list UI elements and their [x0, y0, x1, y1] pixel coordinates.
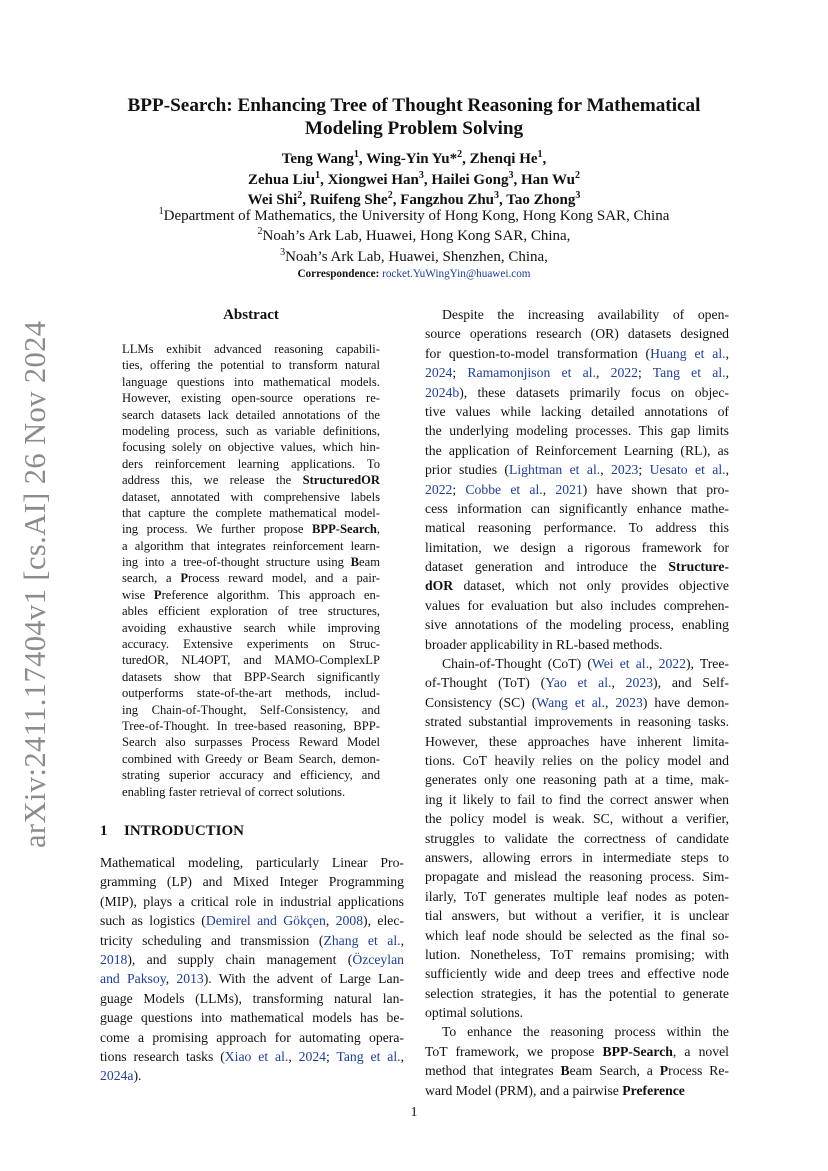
- text-line: [425, 1042, 729, 1061]
- citation-link[interactable]: 2023: [615, 694, 643, 710]
- text-line: [425, 538, 729, 557]
- text-line: [425, 1081, 729, 1100]
- text-run: ,: [165, 971, 177, 987]
- text-line: [122, 652, 380, 668]
- text-line: [425, 1003, 729, 1022]
- text-run: propagate and mislead the reasoning process. Sim-: [425, 869, 729, 885]
- citation-link[interactable]: 2013: [176, 971, 204, 987]
- text-line: [122, 767, 380, 783]
- text-run: ,: [595, 365, 611, 381]
- citation-link[interactable]: Uesato et al.: [649, 462, 726, 478]
- text-run: focusing solely on objective values, which hin-: [122, 440, 380, 455]
- text-run: ) have shown that pro-: [582, 481, 729, 497]
- citation-link[interactable]: 2018: [100, 951, 128, 967]
- text-run: selection strategies, it has the potential to generate: [425, 985, 729, 1001]
- text-run: Despite the increasing availability of open-: [442, 307, 729, 322]
- text-line: [425, 1022, 729, 1041]
- text-run: limitation, we design a rigorous framework for: [425, 539, 729, 555]
- text-line: [425, 732, 729, 751]
- text-run: rocess reward model, and a pair-: [188, 571, 380, 586]
- text-line: [122, 669, 380, 685]
- text-run: ;: [637, 365, 653, 381]
- text-run: ilarly, ToT generates multiple leaf nodes as poten-: [425, 888, 729, 904]
- author-name: Xiongwei Han: [327, 171, 419, 188]
- text-line: [100, 872, 404, 891]
- text-line: [100, 853, 404, 872]
- text-run: ,: [288, 1048, 299, 1064]
- correspondence-label: Correspondence:: [297, 268, 380, 280]
- text-run: tions research tasks (: [100, 1048, 225, 1064]
- text-line: [122, 423, 380, 439]
- citation-link[interactable]: 2024: [298, 1048, 327, 1064]
- text-run: Mathematical modeling, particularly Linear Pro-: [100, 855, 404, 870]
- text-run: for question-to-model transformation (: [425, 345, 651, 361]
- text-line: [100, 1008, 404, 1027]
- text-line: [122, 603, 380, 619]
- text-line: [425, 673, 729, 692]
- text-run: answers, allowing errors in intermediate steps to: [425, 849, 729, 865]
- text-line: [122, 407, 380, 423]
- text-run: ).: [133, 1068, 142, 1084]
- text-run: eam Search, a: [569, 1063, 660, 1079]
- text-run: the application of Reinforcement Learning (RL), as: [425, 442, 729, 458]
- author-affiliation-marker: 3: [575, 190, 581, 201]
- text-line: [100, 1066, 404, 1085]
- text-run: ,: [400, 1048, 404, 1064]
- text-run: ties, offering the potential to transform natural: [122, 358, 380, 373]
- section-title: INTRODUCTION: [124, 823, 245, 839]
- citation-link[interactable]: 2024: [425, 365, 453, 381]
- citation-link[interactable]: Xiao et al.: [224, 1048, 289, 1064]
- text-run: Search also surpasses Process Reward Model: [122, 735, 380, 750]
- author-name: Teng Wang: [281, 151, 354, 167]
- text-line: [425, 576, 729, 595]
- text-run: ,: [376, 522, 380, 537]
- citation-link[interactable]: 2024b: [425, 384, 460, 400]
- text-run: datasets show that BPP-Search significantly: [122, 669, 380, 684]
- citation-link[interactable]: Cobbe et al.: [465, 481, 543, 497]
- text-run: ,: [325, 913, 336, 929]
- bold-term: Structure-: [668, 559, 729, 575]
- text-line: [122, 685, 380, 701]
- text-line: [122, 620, 380, 636]
- bold-term: P: [180, 571, 189, 586]
- text-line: [122, 357, 380, 373]
- text-line: [425, 790, 729, 809]
- text-line: [100, 1028, 404, 1047]
- citation-link[interactable]: 2022: [425, 481, 453, 497]
- text-run: ,: [649, 656, 659, 672]
- text-run: ;: [452, 481, 466, 497]
- author-affiliation-marker: 2: [297, 190, 303, 201]
- text-run: avoiding exhaustive search while improving: [122, 620, 380, 635]
- bold-term: StructuredOR: [302, 473, 380, 488]
- citation-link[interactable]: Zhang et al.: [323, 932, 401, 948]
- author-separator: ,: [320, 171, 328, 188]
- text-run: guage questions into mathematical models has be-: [100, 1010, 404, 1026]
- text-line: [100, 969, 404, 988]
- text-line: [425, 615, 729, 634]
- text-run: ing it likely to fail to find the correct answer when: [425, 791, 729, 807]
- text-run: address this, we release the: [122, 473, 303, 488]
- text-line: [100, 911, 404, 930]
- section-number: 1: [100, 823, 108, 839]
- bold-term: P: [153, 587, 162, 602]
- text-run: (MIP), plays a critical role in industrial applications: [100, 893, 404, 909]
- text-run: tial answers, but without a verifier, it is unclear: [425, 908, 729, 924]
- citation-link[interactable]: 2021: [555, 481, 583, 497]
- paper-title: [80, 94, 748, 140]
- text-run: ,: [400, 932, 404, 948]
- text-run: ), these datasets primarily focus on objec-: [459, 384, 729, 400]
- text-line: [122, 751, 380, 767]
- text-line: [425, 712, 729, 731]
- text-line: [100, 1047, 404, 1066]
- text-line: [122, 472, 380, 488]
- author-name: Zehua Liu: [247, 171, 316, 188]
- text-run: LLMs exhibit advanced reasoning capabili-: [122, 342, 380, 356]
- citation-link[interactable]: Lightman et al.: [508, 462, 601, 478]
- text-line: [425, 421, 729, 440]
- abstract-body: [122, 341, 380, 800]
- text-run: ,: [611, 675, 626, 691]
- text-line: [425, 518, 729, 537]
- text-line: [425, 654, 729, 673]
- text-run: of-Thought (ToT) (: [425, 675, 546, 691]
- author-affiliation-marker: 1: [315, 169, 321, 181]
- text-line: [122, 636, 380, 652]
- text-run: ders reinforcement learning applications. To: [122, 456, 380, 471]
- citation-link[interactable]: Tang et al.: [652, 365, 726, 381]
- text-run: sufficiently wide and deep trees and effective node: [425, 966, 729, 982]
- text-line: [122, 570, 380, 586]
- text-run: ;: [452, 365, 468, 381]
- text-run: dataset, annotated with comprehensive labels: [122, 489, 380, 504]
- text-line: [100, 989, 404, 1008]
- text-line: [425, 848, 729, 867]
- text-run: language questions into mathematical models.: [122, 374, 380, 389]
- text-line: [122, 489, 380, 505]
- text-line: [122, 341, 380, 357]
- affiliation-text: Noah’s Ark Lab, Huawei, Hong Kong SAR, China,: [262, 228, 571, 245]
- text-run: method that integrates: [425, 1063, 561, 1079]
- text-run: combined with Greedy or Beam Search, demon-: [122, 751, 380, 766]
- text-line: [122, 784, 380, 800]
- text-line: [425, 344, 729, 363]
- bold-term: B: [350, 555, 360, 570]
- text-run: ,: [600, 462, 612, 478]
- bold-term: P: [659, 1063, 669, 1079]
- text-line: [425, 906, 729, 925]
- text-line: [122, 734, 380, 750]
- citation-link[interactable]: Tang et al.: [336, 1048, 401, 1064]
- citation-link[interactable]: 2024a: [100, 1068, 134, 1084]
- text-line: [425, 887, 729, 906]
- affiliation-text: Department of Mathematics, the University of Hong Kong, Hong Kong SAR, China: [163, 208, 670, 224]
- citation-link[interactable]: Özceylan: [352, 951, 404, 967]
- citation-link[interactable]: 2023: [625, 675, 654, 691]
- author-separator: ,: [542, 151, 547, 167]
- bold-term: BPP-Search: [312, 522, 377, 537]
- text-run: To enhance the reasoning process within the: [442, 1024, 729, 1040]
- author-affiliation-marker: 2: [575, 169, 581, 181]
- arxiv-identifier-stamp: arXiv:2411.17404v1 [cs.AI] 26 Nov 2024: [18, 320, 52, 848]
- text-run: wise: [122, 587, 154, 602]
- text-run: lution. Nonetheless, ToT remains promising; with: [425, 946, 729, 962]
- body-paragraph: [425, 1022, 729, 1100]
- text-run: However, existing open-source operations re-: [122, 391, 380, 406]
- text-line: [122, 374, 380, 390]
- author-line: [80, 149, 748, 170]
- text-run: Consistency (SC) (: [425, 694, 537, 710]
- text-line: [425, 635, 729, 654]
- text-run: tive values while lacking detailed annotations of: [425, 403, 729, 419]
- citation-link[interactable]: Yao et al.: [545, 675, 612, 691]
- citation-link[interactable]: 2022: [658, 656, 686, 672]
- text-run: ), and supply chain management (: [127, 951, 353, 967]
- author-affiliation-marker: 3: [418, 169, 424, 181]
- text-run: the underlying modeling processes. This gap limits: [425, 423, 729, 439]
- text-line: [425, 480, 729, 499]
- text-run: dataset generation and introduce the: [425, 559, 669, 575]
- text-run: ,: [725, 462, 729, 478]
- author-separator: ,: [423, 171, 432, 188]
- author-separator: ,: [358, 151, 367, 167]
- text-run: ;: [326, 1048, 337, 1064]
- citation-link[interactable]: Wang et al.: [536, 694, 606, 710]
- citation-link[interactable]: Wei et al.: [591, 656, 650, 672]
- text-line: [425, 770, 729, 789]
- text-run: values for evaluation but also includes comprehen-: [425, 597, 729, 613]
- author-affiliation-marker: 2: [387, 190, 393, 201]
- text-line: [425, 809, 729, 828]
- text-line: [425, 829, 729, 848]
- text-run: matical reasoning performance. To address this: [425, 520, 729, 536]
- text-run: ,: [725, 365, 729, 381]
- introduction-paragraph: [100, 853, 404, 1086]
- text-line: [425, 557, 729, 576]
- text-run: ;: [638, 462, 650, 478]
- text-line: [122, 554, 380, 570]
- bold-term: BPP-Search: [602, 1043, 673, 1059]
- text-run: strating superior accuracy and efficiency, and: [122, 768, 380, 783]
- text-line: [122, 718, 380, 734]
- citation-link[interactable]: 2008: [335, 913, 364, 929]
- text-run: ), and Self-: [653, 675, 729, 691]
- text-line: [100, 950, 404, 969]
- text-run: struggles to validate the correctness of candidate: [425, 830, 729, 846]
- text-line: [425, 441, 729, 460]
- text-run: Tree-of-Thought. In tree-based reasoning, BPP-: [122, 718, 380, 733]
- section-heading-introduction: [100, 822, 400, 841]
- author-affiliation-marker: 1: [537, 149, 543, 160]
- author-separator: ,: [462, 151, 470, 167]
- paper-title-line: Modeling Problem Solving: [304, 118, 524, 139]
- text-run: broader applicability in RL-based methods.: [425, 636, 663, 652]
- text-run: ToT framework, we propose: [425, 1043, 603, 1059]
- author-name: Fangzhou Zhu: [400, 192, 495, 208]
- text-line: [122, 456, 380, 472]
- citation-link[interactable]: Demirel and Gökçen: [205, 913, 326, 929]
- author-name: Hailei Gong: [431, 171, 509, 188]
- bold-term: B: [560, 1063, 570, 1079]
- bold-term: dOR: [425, 578, 454, 594]
- text-line: [425, 324, 729, 343]
- abstract-heading: Abstract: [223, 307, 279, 323]
- text-line: [122, 702, 380, 718]
- text-run: outperforms state-of-the-art methods, includ-: [122, 686, 380, 701]
- page-number: 1: [410, 1104, 418, 1119]
- text-line: [122, 439, 380, 455]
- citation-link[interactable]: and Paksoy: [100, 971, 166, 987]
- affiliation-marker: 1: [158, 206, 164, 217]
- text-line: [425, 305, 729, 324]
- text-run: ,: [605, 694, 616, 710]
- text-run: search datasets lack detailed annotations of the: [122, 407, 380, 422]
- body-paragraph: [425, 654, 729, 1022]
- text-line: [425, 945, 729, 964]
- author-name: Tao Zhong: [506, 192, 576, 208]
- author-list: [80, 149, 748, 211]
- paper-title-line: BPP-Search: Enhancing Tree of Thought Reasoning for Mathematical: [127, 95, 701, 116]
- bold-term: Preference: [622, 1082, 685, 1098]
- text-run: strated substantial improvements in reasoning tasks.: [425, 714, 729, 730]
- text-run: ,: [725, 345, 729, 361]
- affiliation: [60, 206, 768, 226]
- text-run: ) have demon-: [642, 694, 729, 710]
- affiliation-list: [60, 206, 768, 267]
- text-run: Chain-of-Thought (CoT) (: [442, 656, 592, 672]
- text-run: ing Chain-of-Thought, Self-Consistency, and: [122, 702, 380, 717]
- text-line: [122, 390, 380, 406]
- text-run: guage Models (LLMs), transforming natural lan-: [100, 990, 404, 1006]
- text-run: source operations research (OR) datasets designed: [425, 326, 729, 342]
- text-run: come a promising approach for automating opera-: [100, 1029, 404, 1045]
- text-run: reference algorithm. This approach en-: [161, 587, 380, 602]
- author-name: Zhenqi He: [469, 151, 538, 167]
- text-run: dataset, which not only provides objective: [453, 578, 729, 594]
- text-run: search, a: [122, 571, 181, 586]
- text-run: ). With the advent of Large Lan-: [203, 971, 404, 987]
- text-run: ward Model (PRM), and a pairwise: [425, 1082, 623, 1098]
- author-separator: ,: [392, 192, 401, 208]
- text-line: [425, 460, 729, 479]
- text-run: , a novel: [672, 1043, 729, 1059]
- affiliation-text: Noah’s Ark Lab, Huawei, Shenzhen, China,: [285, 248, 548, 265]
- text-run: accuracy. Extensive experiments on Struc-: [122, 637, 380, 652]
- text-run: generates only one reasoning path at a time, mak-: [425, 772, 729, 788]
- citation-link[interactable]: Ramamonjison et al.: [467, 365, 596, 381]
- text-run: such as logistics (: [100, 913, 206, 929]
- affiliation: [60, 226, 768, 246]
- text-run: tricity scheduling and transmission (: [100, 932, 324, 948]
- text-run: turedOR, NL4OPT, and MAMO-ComplexLP: [122, 653, 380, 668]
- text-line: [425, 964, 729, 983]
- text-run: ,: [542, 481, 556, 497]
- text-run: modeling process, such as variable definitions,: [122, 423, 380, 438]
- text-run: which leaf node should be selected as the final so-: [425, 927, 729, 943]
- text-line: [425, 383, 729, 402]
- text-line: [122, 521, 380, 537]
- text-run: the policy model is weak. SC, without a verifier,: [425, 811, 729, 827]
- text-run: tions. CoT heavily relies on the policy model and: [425, 752, 729, 768]
- citation-link[interactable]: 2022: [610, 365, 638, 381]
- text-run: sive annotations of the modeling process, enabling: [425, 617, 729, 633]
- text-run: ), elec-: [363, 913, 404, 929]
- citation-link[interactable]: Huang et al.: [650, 345, 726, 361]
- text-run: gramming (LP) and Mixed Integer Programming: [100, 874, 404, 890]
- author-separator: ,: [499, 192, 507, 208]
- correspondence-email-link[interactable]: rocket.YuWingYin@huawei.com: [382, 268, 531, 280]
- author-separator: ,: [513, 171, 521, 188]
- text-run: that capture the complete mathematical model-: [122, 505, 380, 520]
- text-line: [425, 402, 729, 421]
- author-affiliation-marker: 1: [353, 149, 359, 160]
- author-name: Wei Shi: [247, 192, 298, 208]
- text-line: [425, 693, 729, 712]
- citation-link[interactable]: 2023: [611, 462, 639, 478]
- author-separator: ,: [302, 192, 310, 208]
- text-run: rocess Re-: [668, 1063, 729, 1079]
- author-name: Han Wu: [520, 171, 576, 188]
- text-run: enabling faster retrieval of correct solutions.: [122, 784, 346, 799]
- affiliation-marker: 3: [280, 246, 286, 258]
- text-line: [122, 587, 380, 603]
- text-line: [122, 538, 380, 554]
- text-line: [122, 505, 380, 521]
- author-line: [80, 170, 748, 191]
- text-run: a algorithm that integrates reinforcement learn-: [122, 538, 380, 553]
- text-run: optimal solutions.: [425, 1005, 524, 1021]
- author-affiliation-marker: 3: [494, 190, 500, 201]
- text-line: [425, 499, 729, 518]
- text-run: ing process. We further propose: [122, 522, 313, 537]
- text-line: [425, 867, 729, 886]
- author-affiliation-marker: 3: [508, 169, 514, 181]
- affiliation-marker: 2: [257, 226, 263, 238]
- author-name: Wing-Yin Yu*: [366, 151, 458, 167]
- text-line: [425, 596, 729, 615]
- text-line: [425, 926, 729, 945]
- text-run: ), Tree-: [685, 656, 729, 672]
- text-run: eam: [359, 555, 380, 570]
- author-name: Ruifeng She: [309, 192, 388, 208]
- right-column-text: [425, 305, 729, 1100]
- text-run: ing into a tree-of-thought structure using: [122, 555, 351, 570]
- text-line: [100, 931, 404, 950]
- text-run: ables efficient exploration of tree structures,: [122, 604, 380, 619]
- text-line: [425, 984, 729, 1003]
- body-paragraph: [425, 305, 729, 654]
- correspondence-line: [80, 267, 748, 281]
- text-run: However, these approaches have inherent limita-: [425, 733, 729, 749]
- text-run: prior studies (: [425, 462, 509, 478]
- author-affiliation-marker: 2: [457, 149, 463, 160]
- text-line: [425, 1061, 729, 1080]
- text-run: cess information can significantly enhance mathe-: [425, 500, 729, 516]
- text-line: [425, 751, 729, 770]
- affiliation: [60, 247, 768, 267]
- text-line: [100, 892, 404, 911]
- text-line: [425, 363, 729, 382]
